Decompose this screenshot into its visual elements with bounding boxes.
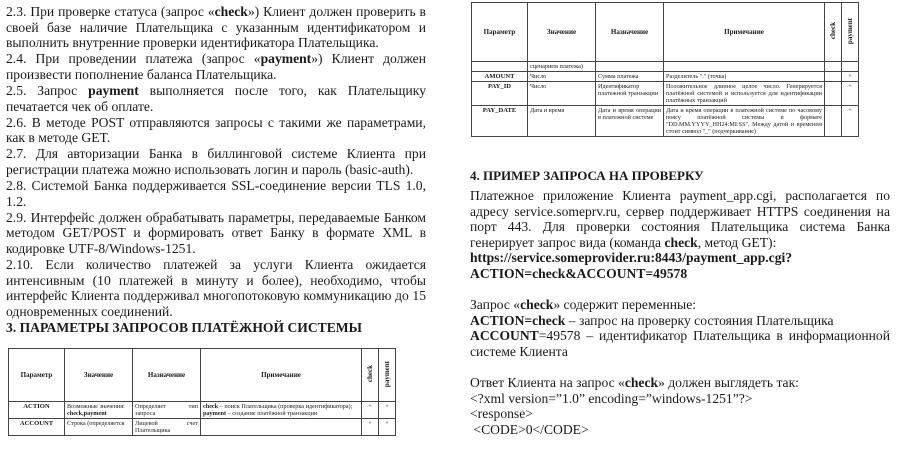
cell-check <box>825 72 842 82</box>
paragraph-2-9: 2.9. Интерфейс должен обрабатывать параметры, передаваемые Банком методом GET/POST и формировать ответ Банку в формате XML в кодировке UTF-8/Windows-1251. <box>6 209 426 256</box>
keyword-payment: payment <box>88 82 139 98</box>
response-intro: Ответ Клиента на запрос «check» должен выглядеть так: <box>470 375 799 391</box>
col-header-note: Примечание <box>664 3 825 62</box>
cell-purpose: Определяет тип запроса <box>133 402 201 419</box>
cell-value: Дата и время <box>528 106 596 137</box>
keyword-payment: payment <box>260 51 312 67</box>
cell-purpose: Лицевой счет Плательщика <box>133 419 201 436</box>
cell-note: check – поиск Плательщика (проверка идентификатора); payment – создание платёжной транзакции <box>201 402 362 419</box>
col-header-param: Параметр <box>472 3 528 62</box>
params-table-part2 <box>471 2 859 137</box>
col-header-param: Параметр <box>9 349 65 402</box>
cell-payment: + <box>379 419 396 436</box>
col-header-value: Значение <box>528 3 596 62</box>
request-url: https://service.someprovider.ru:8443/payment_app.cgi?ACTION=check&ACCOUNT=49578 <box>470 250 793 281</box>
cell-param: AMOUNT <box>472 72 528 82</box>
cell-check <box>825 62 842 72</box>
cell-note <box>201 419 362 436</box>
cell-purpose <box>596 62 664 72</box>
cell-check <box>825 82 842 106</box>
right-column <box>470 168 890 438</box>
cell-payment: + <box>842 82 859 106</box>
paragraph-2-8: 2.8. Системой Банка поддерживается SSL-соединение версии TLS 1.0, 1.2. <box>6 178 426 209</box>
cell-value: Число <box>528 82 596 106</box>
cell-check: + <box>362 419 379 436</box>
variables-intro: Запрос «check» содержит переменные: <box>470 297 696 313</box>
paragraph-2-3: 2.3. При проверке статуса (запрос «check») Клиент должен проверить в своей базе наличие Плательщика с указанным идентификатором и выполнить внутренние проверки идентификатора Плательщика. <box>6 4 426 51</box>
cell-payment: + <box>842 72 859 82</box>
paragraph-2-5: 2.5. Запрос payment выполняется после того, как Плательщику печатается чек об оплате. <box>6 82 427 114</box>
table-row <box>472 106 859 137</box>
table-row <box>472 82 859 106</box>
col-header-payment: payment <box>379 349 396 402</box>
cell-note: Положительное длинное целое число. Генерируется платёжной системой и используется для идентификации платёжных транзакций <box>664 82 825 106</box>
col-header-value: Значение <box>65 349 133 402</box>
paragraph-2-10: 2.10. Если количество платежей за услуги Клиента ожидается интенсивным (10 платежей в минуту и более), необходимо, чтобы интерфейс Клиента поддерживал многопотоковую коммуникацию до 15 одновременных соединений. <box>6 257 426 319</box>
code-line-code: <CODE>0</CODE> <box>470 421 589 437</box>
cell-check: + <box>362 402 379 419</box>
cell-param: PAY_ID <box>472 82 528 106</box>
cell-payment: + <box>379 402 396 419</box>
table-row <box>9 402 396 419</box>
cell-payment <box>842 62 859 72</box>
table-row <box>472 72 859 82</box>
request-intro: Платежное приложение Клиента payment_app.cgi, располагается по адресу service.someprv.ru, сервер поддерживает HTTPS соединения на порт 443. Для проверки состояния Плательщика система Банка генерирует запрос вида (команда check, метод GET): <box>470 188 890 250</box>
cell-value: Число <box>528 72 596 82</box>
col-header-note: Примечание <box>201 349 362 402</box>
params-table-part1 <box>8 348 396 436</box>
col-header-payment: payment <box>842 3 859 62</box>
cell-payment: + <box>842 106 859 137</box>
table-row-continued <box>472 62 859 72</box>
table-header-row <box>9 349 396 402</box>
keyword-check: check <box>214 4 248 19</box>
cell-note: Разделитель "." (точка) <box>664 72 825 82</box>
variable-action: ACTION=check – запрос на проверку состояния Плательщика <box>470 312 834 328</box>
cell-param <box>472 62 528 72</box>
cell-purpose: Идентификатор платежной транзакции <box>596 82 664 106</box>
cell-note: Дата и время операции в платежной системе по часовому поясу платёжной системы в формате "DD.MM.YYYY_HH24:MI:SS". Между датой и временем стоит символ "_" (подчеркивание) <box>664 106 825 137</box>
cell-purpose: Сумма платежа <box>596 72 664 82</box>
cell-param: ACTION <box>9 402 65 419</box>
table-header-row <box>472 3 859 62</box>
table-row <box>9 419 396 436</box>
col-header-check: check <box>825 3 842 62</box>
cell-check <box>825 106 842 137</box>
col-header-purpose: Назначение <box>596 3 664 62</box>
cell-value: Строка (определяется <box>65 419 133 436</box>
col-header-purpose: Назначение <box>133 349 201 402</box>
left-column <box>6 4 426 340</box>
code-line-response-open: <response> <box>470 406 533 422</box>
cell-value: сценарием платежа) <box>528 62 596 72</box>
cell-param: ACCOUNT <box>9 419 65 436</box>
code-line-xml-declaration: <?xml version=”1.0” encoding=”windows-1251”?> <box>470 390 753 406</box>
cell-value: Возможные значения: check,payment <box>65 402 133 419</box>
paragraph-2-7: 2.7. Для авторизации Банка в биллинговой системе Клиента при регистрации платежа можно использовать логин и пароль (basic-auth). <box>6 146 426 177</box>
paragraph-2-4: 2.4. При проведении платежа (запрос «payment») Клиент должен произвести пополнение баланса Плательщика. <box>6 51 426 82</box>
col-header-check: check <box>362 349 379 402</box>
section-4-heading: 4. ПРИМЕР ЗАПРОСА НА ПРОВЕРКУ <box>470 168 704 183</box>
cell-note <box>664 62 825 72</box>
cell-purpose: Дата и время операции в платежной системе <box>596 106 664 137</box>
variable-account: ACCOUNT=49578 – идентификатор Плательщика в информационной системе Клиента <box>470 328 890 359</box>
section-3-heading: 3. ПАРАМЕТРЫ ЗАПРОСОВ ПЛАТЁЖНОЙ СИСТЕМЫ <box>6 320 362 336</box>
keyword-check: check <box>664 234 698 250</box>
cell-param: PAY_DATE <box>472 106 528 137</box>
paragraph-2-6: 2.6. В методе POST отправляются запросы с такими же параметрами, как в методе GET. <box>6 114 426 146</box>
